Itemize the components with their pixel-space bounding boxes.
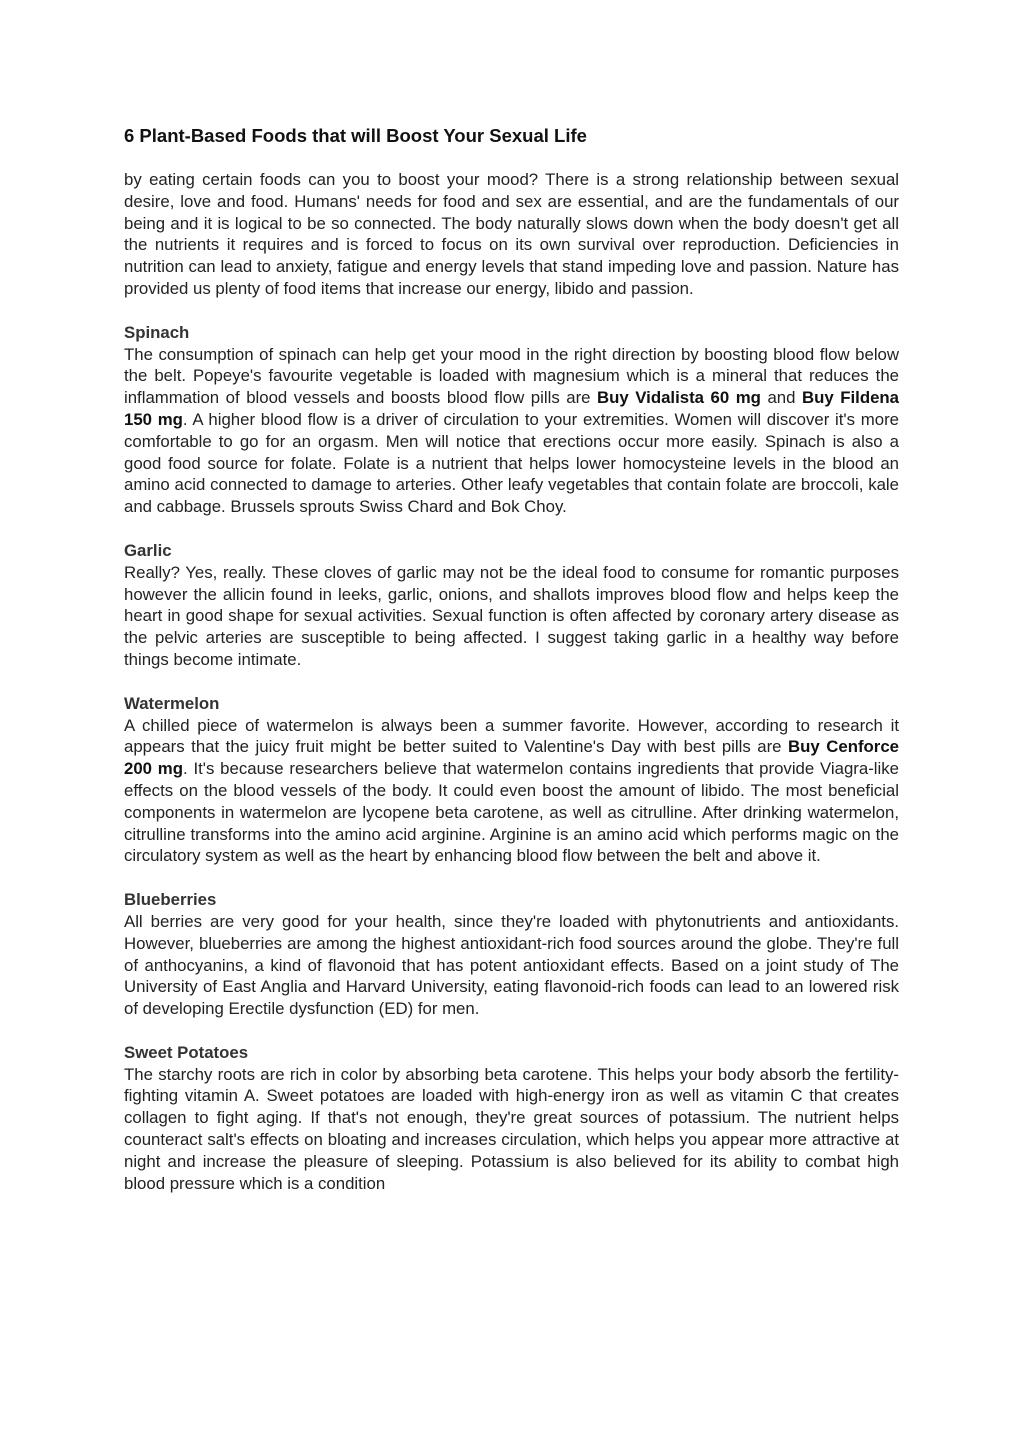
section-heading-spinach: Spinach [124, 322, 190, 342]
section-body-sweet-potatoes: The starchy roots are rich in color by absorbing beta carotene. This helps your body absorb the fertility-fighting vitamin A. Sweet potatoes are loaded with high-energy iron as well as vitamin C that creates collagen to fight aging. If that's not enough, they're great sources of potassium. The nutrient helps counteract salt's effects on bloating and increases circulation, which helps you appear more attractive at night and increase the pleasure of sleeping. Potassium is also believed for its ability to combat high blood pressure which is a condition [124, 1064, 899, 1193]
section-blueberries [124, 889, 899, 1020]
section-body-garlic: Really? Yes, really. These cloves of garlic may not be the ideal food to consume for romantic purposes however the allicin found in leeks, garlic, onions, and shallots improves blood flow and helps keep the heart in good shape for sexual activities. Sexual function is often affected by coronary artery disease as the pelvic arteries are susceptible to being affected. I suggest taking garlic in a healthy way before things become intimate. [124, 562, 899, 669]
spinach-text-3: . A higher blood flow is a driver of circulation to your extremities. Women will discover it's more comfortable to go for an orgasm. Men will notice that erections occur more easily. Spinach is also a good food source for folate. Folate is a nutrient that helps lower homocysteine levels in the blood an amino acid connected to damage to arteries. Other leafy vegetables that contain folate are broccoli, kale and cabbage. Brussels sprouts Swiss Chard and Bok Choy. [124, 409, 899, 517]
section-garlic [124, 540, 899, 671]
section-heading-garlic: Garlic [124, 540, 172, 560]
spinach-text-1: The consumption of spinach can help get your mood in the right direction by boosting blood flow below the belt. Popeye's favourite vegetable is loaded with magnesium which is a mineral that reduces the inflammation of blood vessels and boosts blood flow pills are [124, 344, 899, 408]
watermelon-text-2: . It's because researchers believe that watermelon contains ingredients that provide Viagra-like effects on the blood vessels of the body. It could even boost the amount of libido. The most beneficial components in watermelon are lycopene beta carotene, as well as citrulline. After drinking watermelon, citrulline transforms into the amino acid arginine. Arginine is an amino acid which performs magic on the circulatory system as well as the heart by enhancing blood flow between the belt and above it. [124, 759, 899, 866]
section-spinach [124, 322, 899, 518]
section-watermelon [124, 693, 899, 867]
buy-cenforce-link[interactable]: Buy Cenforce 200 mg [124, 737, 900, 779]
watermelon-text-1: A chilled piece of watermelon is always been a summer favorite. However, according to research it appears that the juicy fruit might be better suited to Valentine's Day with best pills are [124, 715, 899, 757]
section-heading-watermelon: Watermelon [124, 693, 220, 713]
section-body-spinach [124, 344, 899, 518]
section-heading-sweet-potatoes: Sweet Potatoes [124, 1042, 249, 1062]
intro-paragraph: by eating certain foods can you to boost your mood? There is a strong relationship between sexual desire, love and food. Humans' needs for food and sex are essential, and are the fundamentals of our being and it is logical to be so connected. The body naturally slows down when the body doesn't get all the nutrients it requires and is forced to focus on its own survival over reproduction. Deficiencies in nutrition can lead to anxiety, fatigue and energy levels that stand impeding love and passion. Nature has provided us plenty of food items that increase our energy, libido and passion. [124, 170, 899, 298]
spinach-text-2: and [760, 388, 802, 408]
page-title: 6 Plant-Based Foods that will Boost Your Sexual Life [124, 125, 587, 146]
buy-vidalista-link[interactable]: Buy Vidalista 60 mg [597, 388, 761, 408]
section-body-watermelon [124, 715, 899, 868]
section-heading-blueberries: Blueberries [124, 890, 217, 910]
section-sweet-potatoes [124, 1042, 899, 1195]
section-body-blueberries: All berries are very good for your health, since they're loaded with phytonutrients and antioxidants. However, blueberries are among the highest antioxidant-rich food sources around the globe. They're full of anthocyanins, a kind of flavonoid that has potent antioxidant effects. Based on a joint study of The University of East Anglia and Harvard University, eating flavonoid-rich foods can lead to an lowered risk of developing Erectile dysfunction (ED) for men. [124, 911, 899, 1019]
document-page [124, 124, 899, 1194]
buy-fildena-link[interactable]: Buy Fildena 150 mg [124, 388, 899, 429]
